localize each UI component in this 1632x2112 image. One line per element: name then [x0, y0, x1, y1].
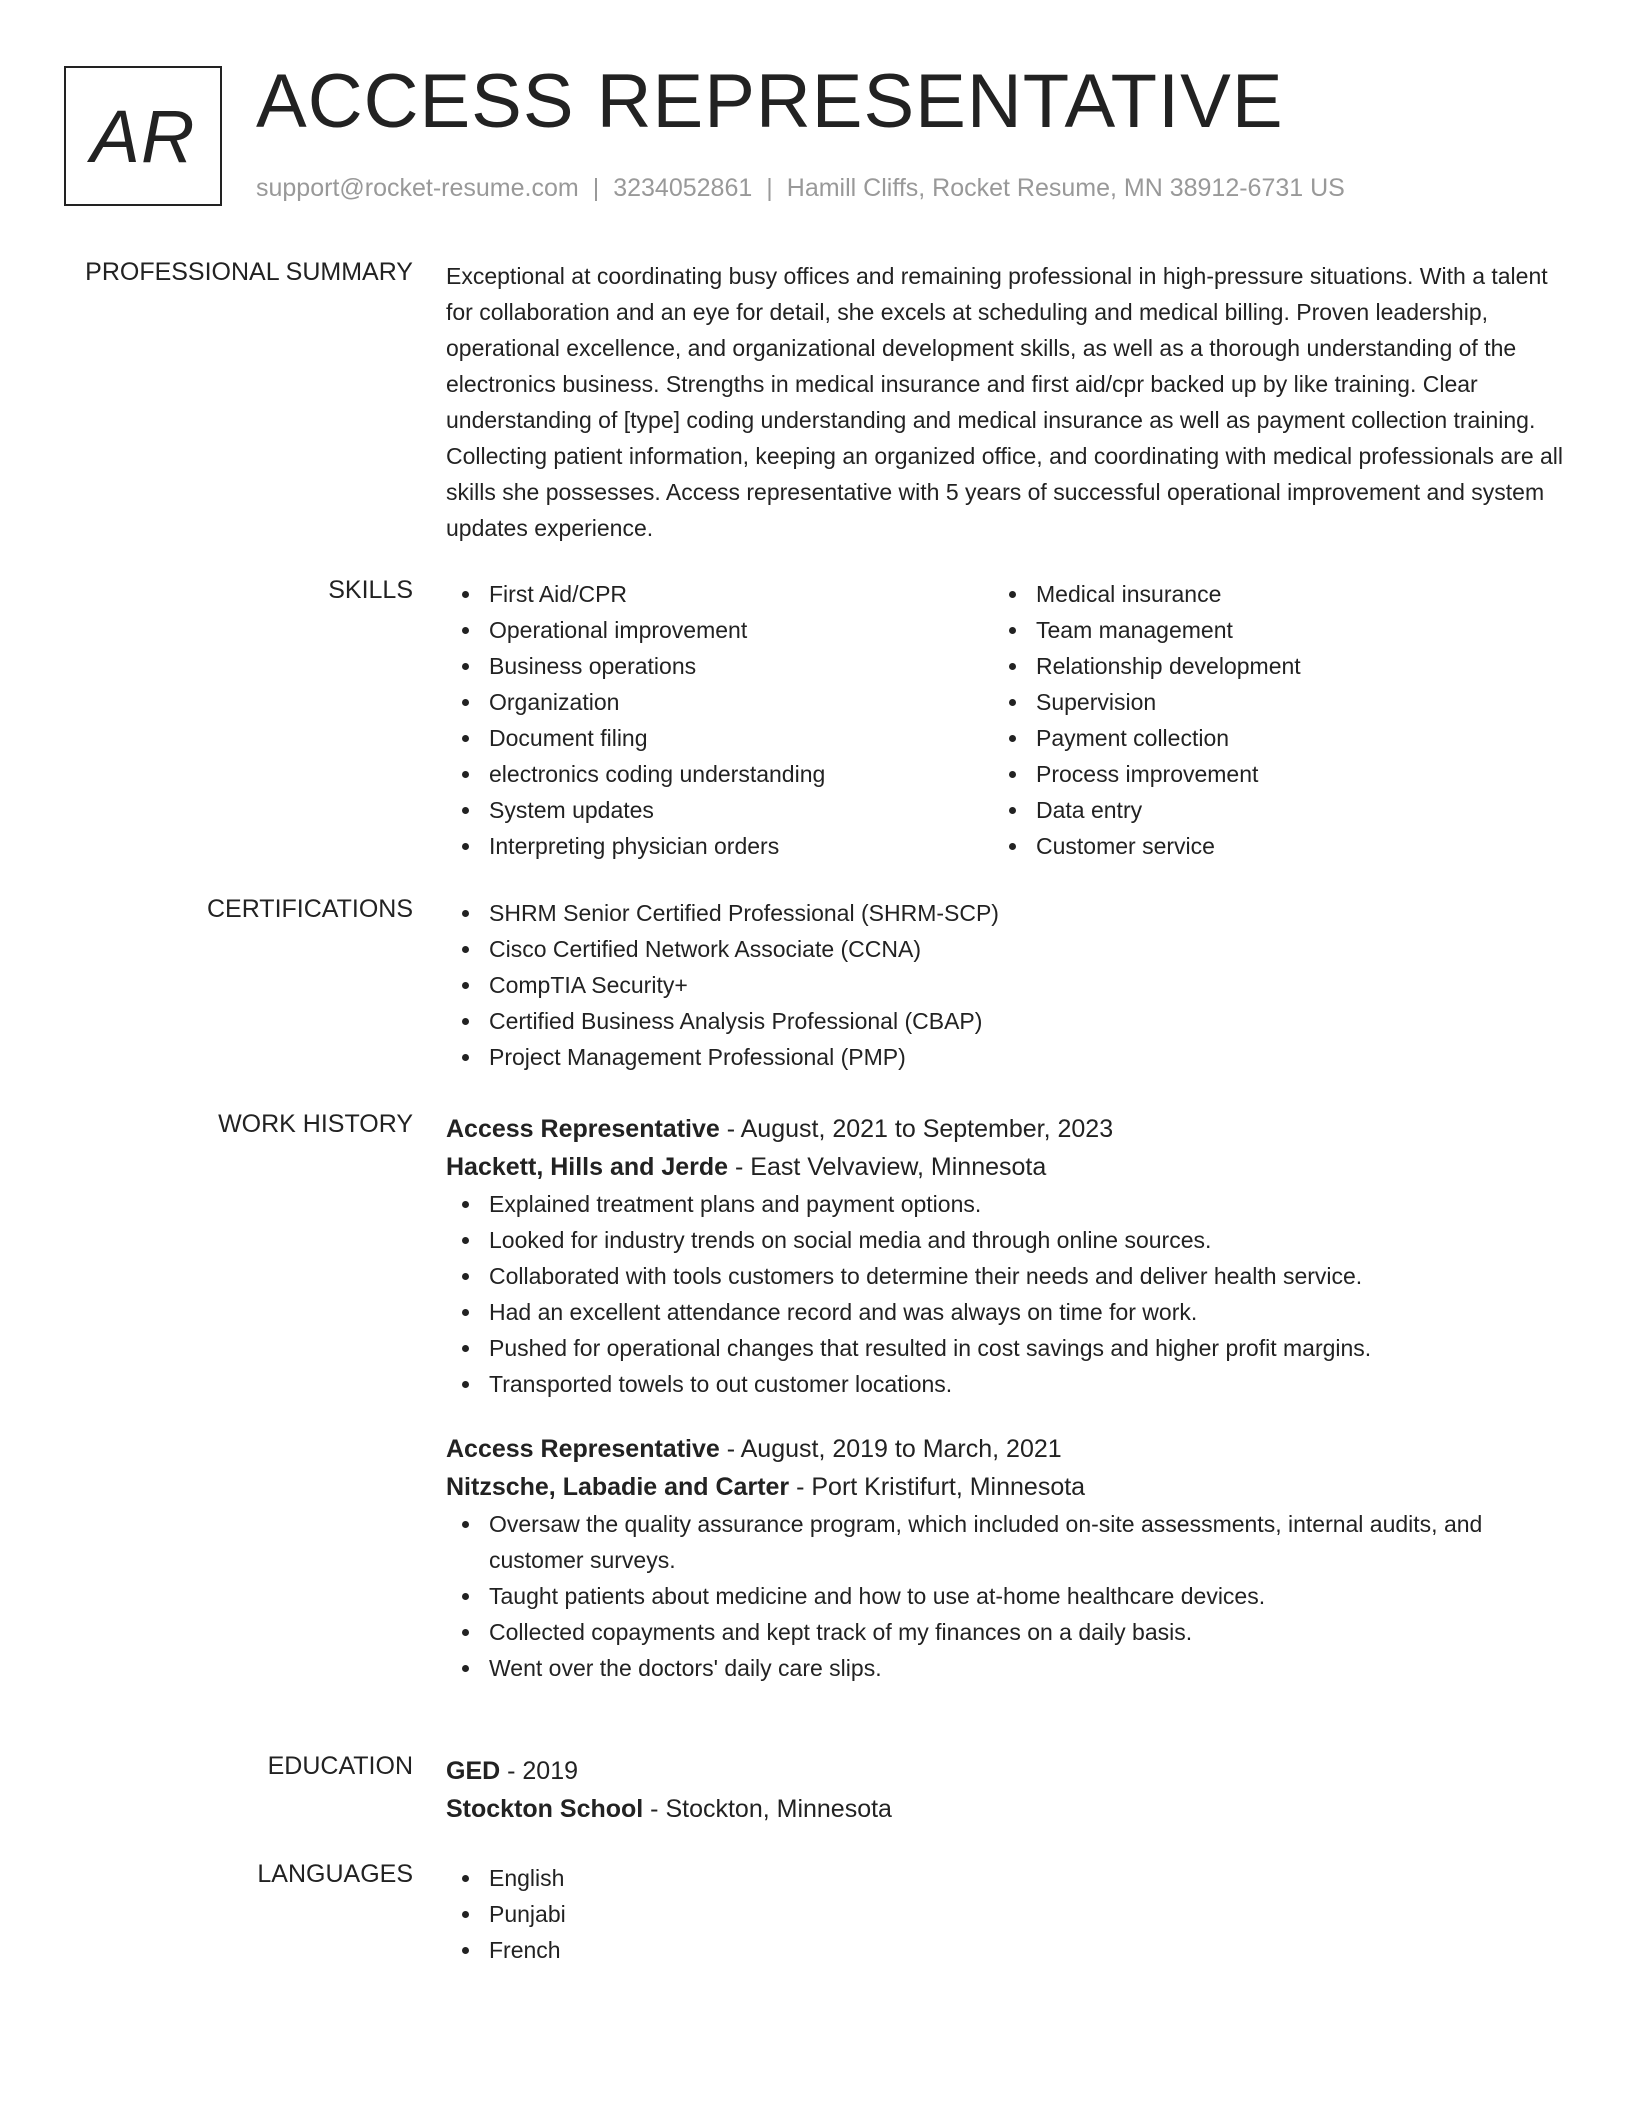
job-title-line: [446, 1430, 1566, 1468]
job-title: Access Representative: [446, 1435, 720, 1463]
job-duties-list: [446, 1506, 1566, 1686]
skill-item: Business operations: [446, 648, 993, 684]
skill-item: Payment collection: [993, 720, 1540, 756]
resume-header: [64, 59, 1564, 216]
skill-item: electronics coding understanding: [446, 756, 993, 792]
section-heading: CERTIFICATIONS: [206, 895, 413, 923]
contact-line: [256, 174, 1345, 203]
skills-list-right: [993, 576, 1540, 864]
job-company-line: [446, 1148, 1566, 1186]
job-duty: Looked for industry trends on social media and through online sources.: [446, 1222, 1566, 1258]
contact-address: Hamill Cliffs, Rocket Resume, MN 38912-6731 US: [786, 174, 1345, 202]
education-year: - 2019: [500, 1757, 579, 1785]
education-degree-line: [446, 1752, 1566, 1790]
job-company: Hackett, Hills and Jerde: [446, 1153, 729, 1181]
monogram-logo: AR: [64, 66, 222, 206]
section-heading: PROFESSIONAL SUMMARY: [85, 258, 413, 286]
certification-item: Certified Business Analysis Professional (CBAP): [446, 1003, 1566, 1039]
job-company: Nitzsche, Labadie and Carter: [446, 1473, 790, 1501]
job-entry: [446, 1110, 1566, 1402]
skill-item: Team management: [993, 612, 1540, 648]
certification-item: CompTIA Security+: [446, 967, 1566, 1003]
candidate-title: ACCESS REPRESENTATIVE: [256, 59, 1284, 144]
skill-item: Customer service: [993, 828, 1540, 864]
job-duty: Collected copayments and kept track of my finances on a daily basis.: [446, 1614, 1566, 1650]
job-duty: Collaborated with tools customers to determine their needs and deliver health service.: [446, 1258, 1566, 1294]
job-location: - Port Kristifurt, Minnesota: [789, 1473, 1086, 1501]
job-duty: Had an excellent attendance record and was always on time for work.: [446, 1294, 1566, 1330]
certifications-body: [446, 895, 1566, 1075]
contact-separator: |: [766, 174, 773, 202]
certification-item: Project Management Professional (PMP): [446, 1039, 1566, 1075]
work-history-body: [446, 1110, 1566, 1714]
job-title: Access Representative: [446, 1115, 720, 1143]
summary-body: [446, 258, 1566, 546]
skill-item: System updates: [446, 792, 993, 828]
certifications-list: [446, 895, 1566, 1075]
skill-item: Data entry: [993, 792, 1540, 828]
skill-item: First Aid/CPR: [446, 576, 993, 612]
skill-item: Operational improvement: [446, 612, 993, 648]
job-location: - East Velvaview, Minnesota: [728, 1153, 1047, 1181]
language-item: English: [446, 1860, 1566, 1896]
job-duty: Explained treatment plans and payment options.: [446, 1186, 1566, 1222]
contact-separator: |: [592, 174, 600, 202]
section-heading: EDUCATION: [267, 1752, 413, 1780]
skill-item: Supervision: [993, 684, 1540, 720]
job-dates: - August, 2021 to September, 2023: [719, 1115, 1114, 1143]
language-item: French: [446, 1932, 1566, 1968]
job-duty: Pushed for operational changes that resulted in cost savings and higher profit margins.: [446, 1330, 1566, 1366]
skill-item: Organization: [446, 684, 993, 720]
job-entry: [446, 1430, 1566, 1686]
job-duty: Went over the doctors' daily care slips.: [446, 1650, 1566, 1686]
section-heading: LANGUAGES: [257, 1860, 413, 1888]
skills-list-left: [446, 576, 993, 864]
languages-list: [446, 1860, 1566, 1968]
skill-item: Document filing: [446, 720, 993, 756]
section-heading: SKILLS: [328, 576, 413, 604]
certification-item: SHRM Senior Certified Professional (SHRM-SCP): [446, 895, 1566, 931]
job-company-line: [446, 1468, 1566, 1506]
job-duty: Oversaw the quality assurance program, which included on-site assessments, internal audits, and customer surveys.: [446, 1506, 1566, 1578]
job-dates: - August, 2019 to March, 2021: [719, 1435, 1062, 1463]
summary-text: Exceptional at coordinating busy offices and remaining professional in high-pressure situations. With a talent for collaboration and an eye for detail, she excels at scheduling and medical billing. Proven leadership, operational excellence, and organizational development skills, as well as a thorough understanding of the electronics business. Strengths in medical insurance and first aid/cpr backed up by like training. Clear understanding of [type] coding understanding and medical insurance as well as payment collection training. Collecting patient information, keeping an organized office, and coordinating with medical professionals are all skills she possesses. Access representative with 5 years of successful operational improvement and system updates experience.: [446, 263, 1564, 541]
skill-item: Relationship development: [993, 648, 1540, 684]
skill-item: Process improvement: [993, 756, 1540, 792]
education-school-line: [446, 1790, 1566, 1828]
languages-body: [446, 1860, 1566, 1968]
job-duty: Taught patients about medicine and how to use at-home healthcare devices.: [446, 1578, 1566, 1614]
certification-item: Cisco Certified Network Associate (CCNA): [446, 931, 1566, 967]
contact-phone: 3234052861: [613, 174, 753, 202]
section-heading: WORK HISTORY: [218, 1110, 413, 1138]
skill-item: Interpreting physician orders: [446, 828, 993, 864]
job-title-line: [446, 1110, 1566, 1148]
job-duty: Transported towels to out customer locations.: [446, 1366, 1566, 1402]
education-school: Stockton School: [446, 1795, 644, 1823]
education-location: - Stockton, Minnesota: [643, 1795, 892, 1823]
education-degree: GED: [446, 1757, 501, 1785]
job-duties-list: [446, 1186, 1566, 1402]
education-body: [446, 1752, 1566, 1828]
skills-body: [446, 576, 1566, 864]
contact-email: support@rocket-resume.com: [256, 174, 579, 202]
skill-item: Medical insurance: [993, 576, 1540, 612]
language-item: Punjabi: [446, 1896, 1566, 1932]
